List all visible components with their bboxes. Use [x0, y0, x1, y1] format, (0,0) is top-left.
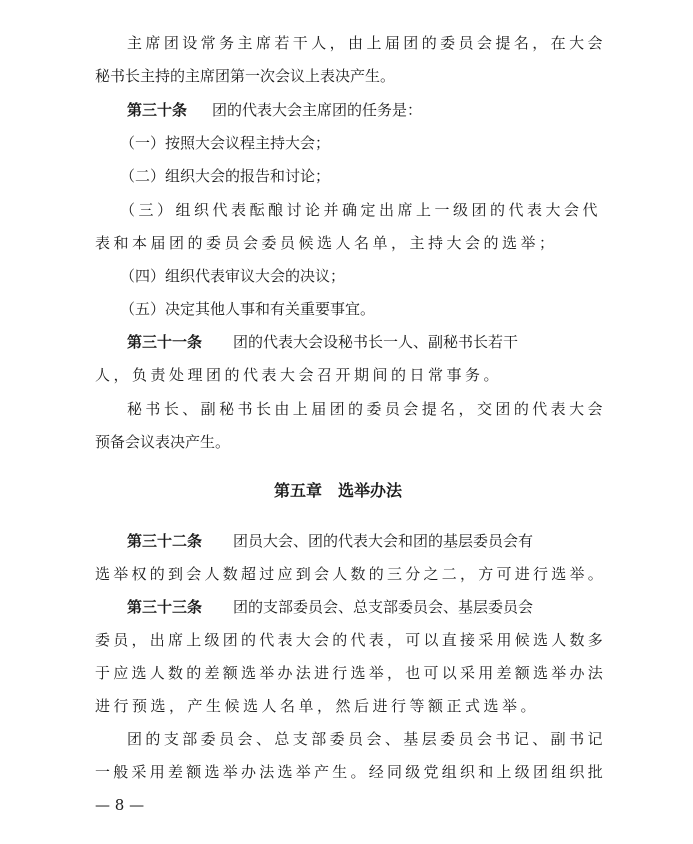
text-line: 委员，出席上级团的代表大会的代表，可以直接采用候选人数多 — [95, 631, 607, 649]
text-line: （二）组织大会的报告和讨论； — [120, 167, 331, 185]
text-line: 进行预选，产生候选人名单，然后进行等额正式选举。 — [95, 697, 540, 715]
text-line: 人，负责处理团的代表大会召开期间的日常事务。 — [95, 366, 503, 384]
text-line: 秘书长主持的主席团第一次会议上表决产生。 — [95, 67, 396, 85]
article-label: 第三十二条 — [127, 532, 203, 550]
text-line: 团的代表大会设秘书长一人、副秘书长若干 — [233, 333, 519, 351]
text-line: 主席团设常务主席若干人，由上届团的委员会提名，在大会 — [127, 34, 606, 52]
text-line: （四）组织代表审议大会的决议； — [120, 267, 346, 285]
text-line: 团的代表大会主席团的任务是： — [212, 101, 423, 119]
text-line: 团员大会、团的代表大会和团的基层委员会有 — [233, 532, 534, 550]
text-line: 于应选人数的差额选举办法进行选举，也可以采用差额选举办法 — [95, 664, 607, 682]
text-line: 一般采用差额选举办法选举产生。经同级党组织和上级团组织批 — [95, 763, 607, 781]
article-label: 第三十一条 — [127, 333, 203, 351]
chapter-heading: 第五章 选举办法 — [274, 481, 403, 500]
text-line: 秘书长、副秘书长由上届团的委员会提名，交团的代表大会 — [127, 400, 606, 418]
text-line: 团的支部委员会、总支部委员会、基层委员会 — [233, 598, 534, 616]
page-number: — 8 — — [95, 796, 145, 814]
text-line: 选举权的到会人数超过应到会人数的三分之二，方可进行选举。 — [95, 565, 607, 583]
text-line: 表和本届团的委员会委员候选人名单，主持大会的选举； — [95, 234, 558, 252]
article-label: 第三十条 — [127, 101, 188, 119]
text-line: 团的支部委员会、总支部委员会、基层委员会书记、副书记 — [127, 730, 606, 748]
text-line: （五）决定其他人事和有关重要事宜。 — [120, 300, 376, 318]
article-label: 第三十三条 — [127, 598, 203, 616]
text-line: （三）组织代表酝酿讨论并确定出席上一级团的代表大会代 — [120, 201, 602, 219]
text-line: （一）按照大会议程主持大会； — [120, 134, 331, 152]
text-line: 预备会议表决产生。 — [95, 433, 231, 451]
